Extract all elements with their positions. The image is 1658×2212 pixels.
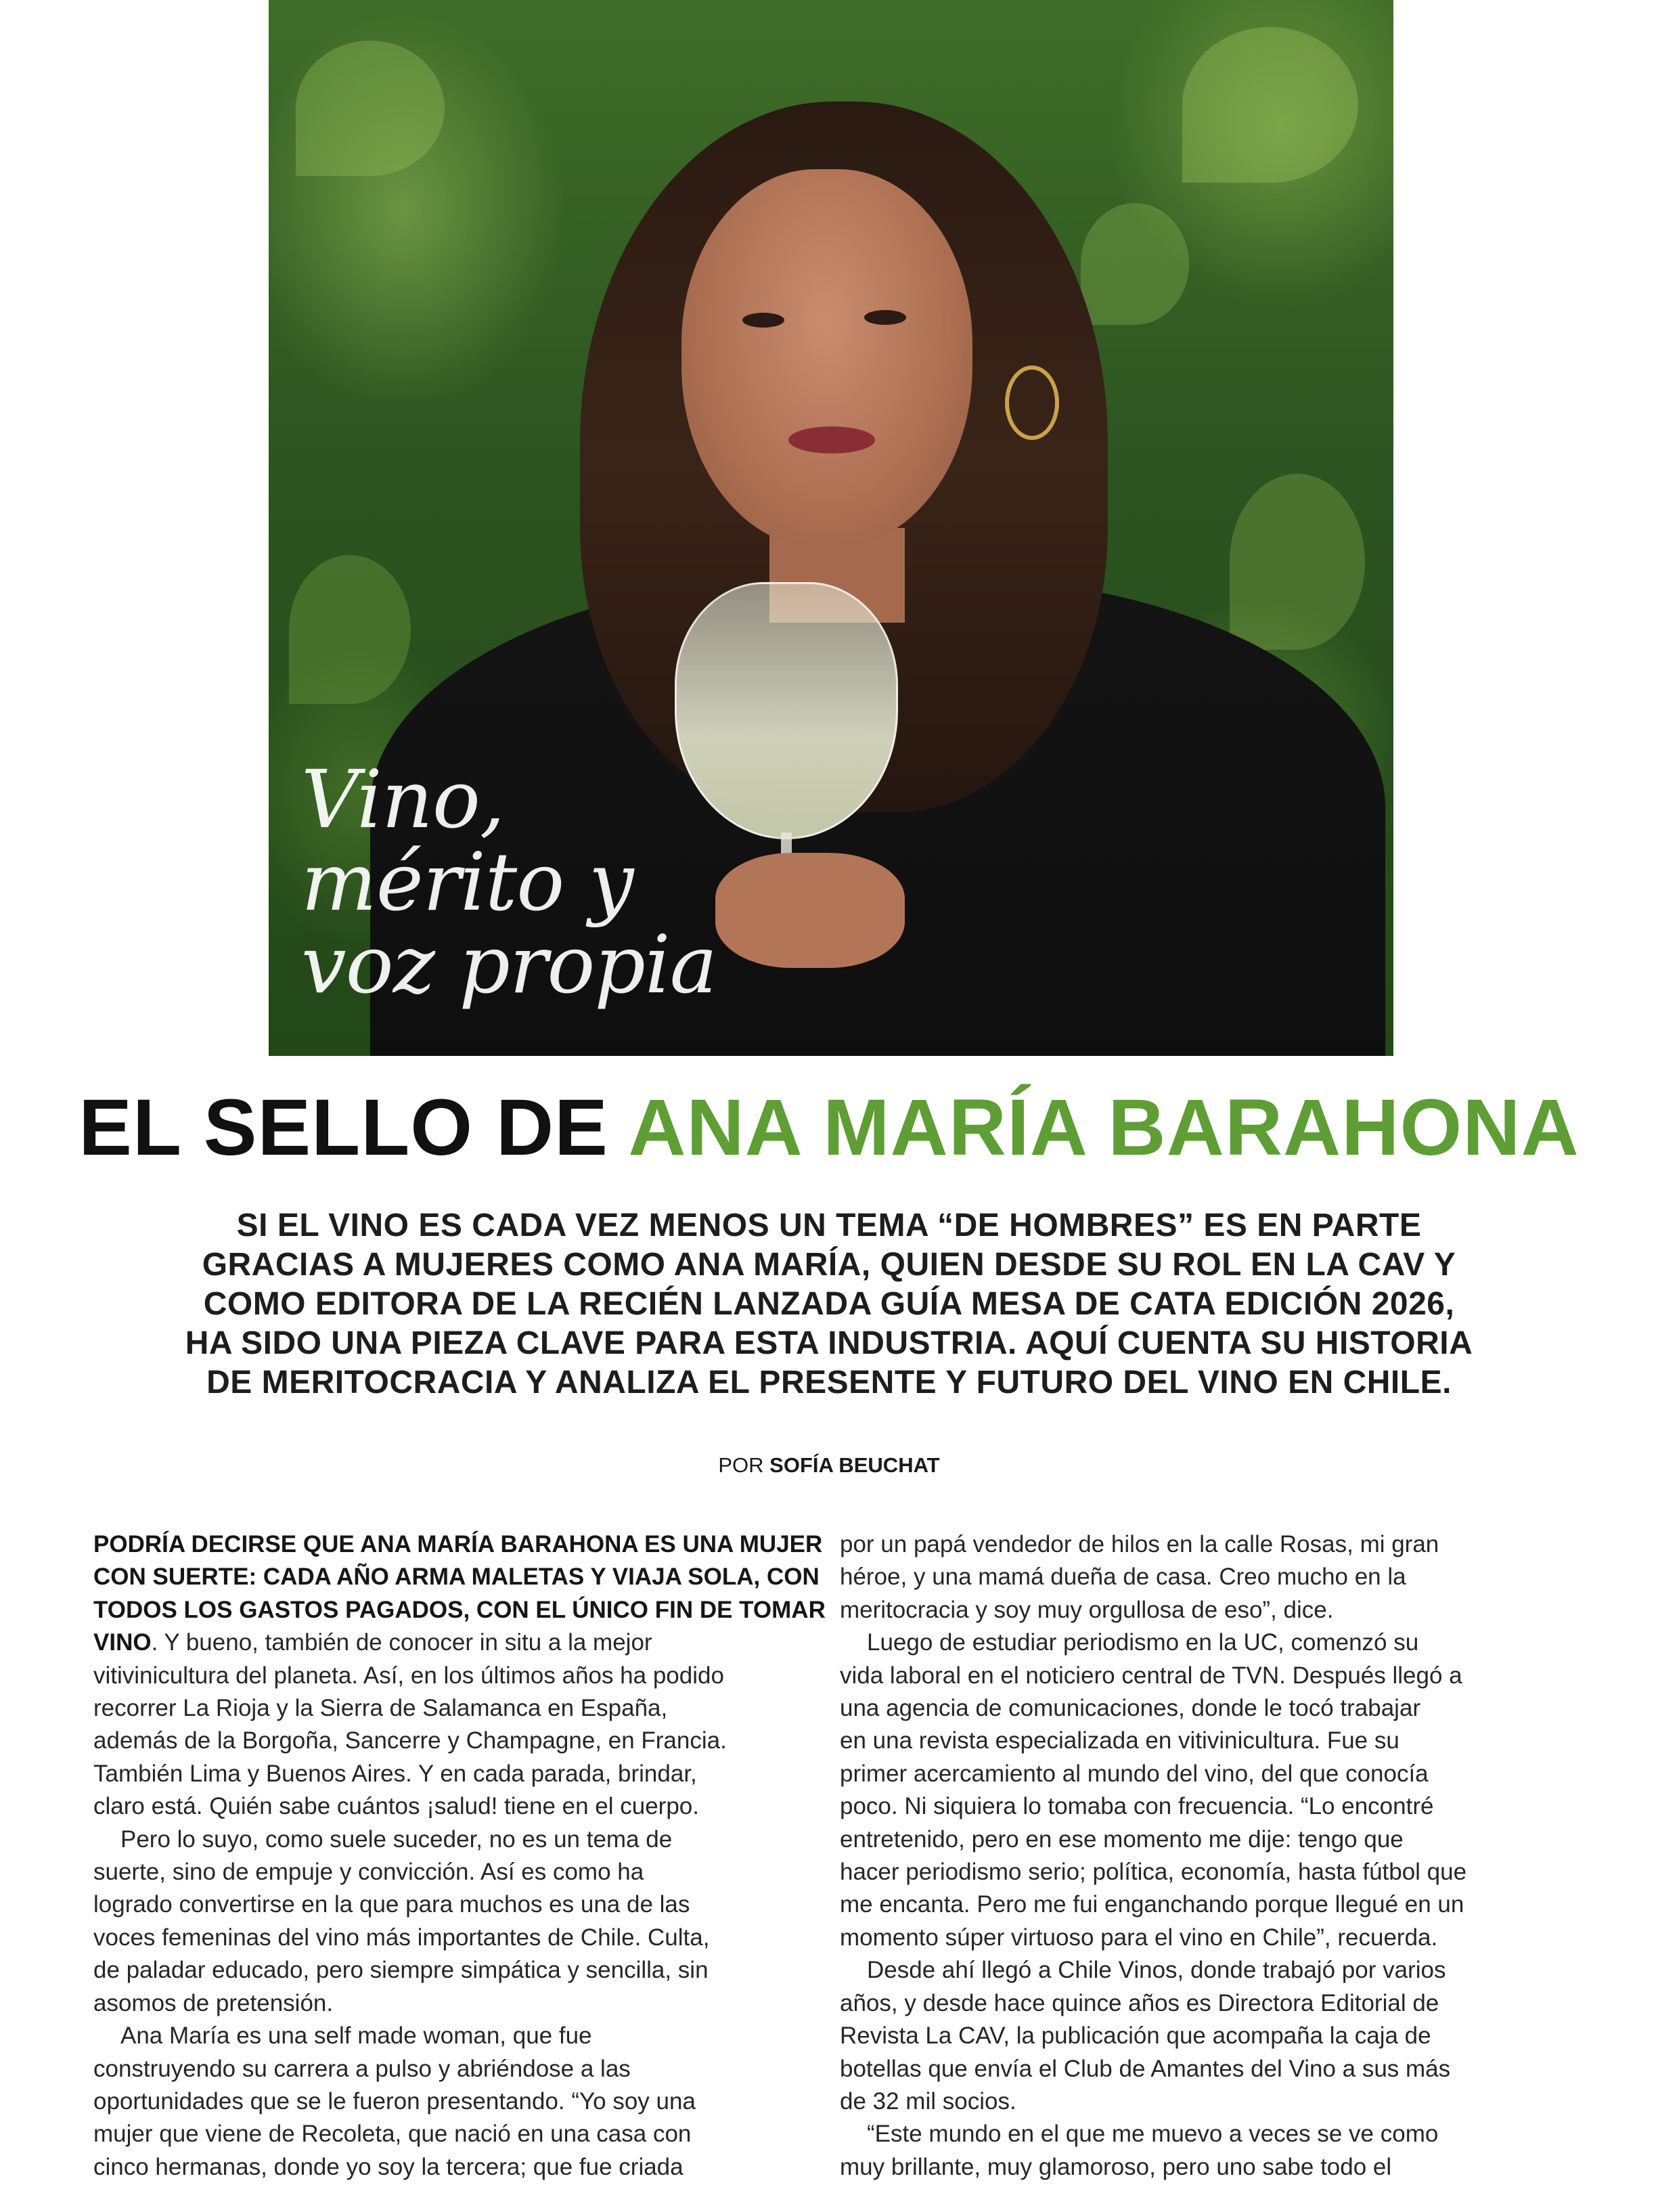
- body-line: por un papá vendedor de hilos en la calle Rosas, mi gran: [840, 1531, 1439, 1557]
- body-line: asomos de pretensión.: [93, 1989, 334, 2016]
- body-line: También Lima y Buenos Aires. Y en cada parada, brindar,: [93, 1760, 697, 1787]
- deck-line: GRACIAS A MUJERES COMO ANA MARÍA, QUIEN DESDE SU ROL EN LA CAV Y: [202, 1247, 1456, 1283]
- body-line: momento súper virtuoso para el vino en Chile”, recuerda.: [840, 1924, 1438, 1951]
- body-line: héroe, y una mamá dueña de casa. Creo mucho en la: [840, 1564, 1406, 1591]
- body-line: de 32 mil socios.: [840, 2087, 1016, 2115]
- hero-title-line: mérito y: [301, 835, 633, 929]
- body-line: claro está. Quién sabe cuántos ¡salud! tiene en el cuerpo.: [93, 1793, 699, 1820]
- deck-line: HA SIDO UNA PIEZA CLAVE PARA ESTA INDUSTRIA. AQUÍ CUENTA SU HISTORIA: [185, 1325, 1473, 1361]
- portrait-face: [681, 169, 972, 548]
- body-line: logrado convertirse en la que para muchos es una de las: [93, 1891, 690, 1918]
- foliage-highlight: [296, 41, 445, 176]
- foliage-highlight: [1182, 27, 1358, 183]
- headline-prefix: EL SELLO DE: [79, 1083, 629, 1172]
- body-line: una agencia de comunicaciones, donde le tocó trabajar: [840, 1695, 1421, 1722]
- body-line: años, y desde hace quince años es Directora Editorial de: [840, 1989, 1439, 2016]
- body-line: vitivinicultura del planeta. Así, en los últimos años ha podido: [93, 1662, 724, 1689]
- byline: [0, 1452, 1658, 1479]
- body-column-left: [93, 1528, 826, 2184]
- body-line: vida laboral en el noticiero central de TVN. Después llegó a: [840, 1662, 1462, 1689]
- body-line: Luego de estudiar periodismo en la UC, comenzó su: [867, 1629, 1419, 1656]
- body-line: oportunidades que se le fueron presentando. “Yo soy una: [93, 2087, 696, 2115]
- article-deck: [156, 1206, 1502, 1402]
- body-line: muy brillante, muy glamoroso, pero uno sabe todo el: [840, 2153, 1392, 2180]
- body-column-right: [840, 1528, 1557, 2184]
- body-line: en una revista especializada en vitivinicultura. Fue su: [840, 1727, 1399, 1754]
- foliage-highlight: [1081, 203, 1189, 325]
- deck-line: SI EL VINO ES CADA VEZ MENOS UN TEMA “DE HOMBRES” ES EN PARTE: [236, 1208, 1422, 1243]
- foliage-highlight: [1230, 474, 1365, 650]
- lead-caps-line: TODOS LOS GASTOS PAGADOS, CON EL ÚNICO FIN DE TOMAR: [93, 1596, 826, 1623]
- hoop-earring: [1005, 366, 1059, 440]
- portrait-eye-right: [864, 310, 906, 325]
- lead-caps-line: CON SUERTE: CADA AÑO ARMA MALETAS Y VIAJA SOLA, CON: [93, 1564, 820, 1591]
- article-headline: [0, 1080, 1658, 1175]
- body-line: primer acercamiento al mundo del vino, del que conocía: [840, 1760, 1429, 1787]
- body-line: entretenido, pero en ese momento me dije: tengo que: [840, 1826, 1404, 1853]
- body-line: me encanta. Pero me fui enganchando porque llegué en un: [840, 1891, 1464, 1918]
- body-line: suerte, sino de empuje y convicción. Así es como ha: [93, 1859, 644, 1886]
- lead-caps-word: VINO: [93, 1629, 152, 1656]
- portrait-lips: [788, 426, 875, 454]
- body-line: además de la Borgoña, Sancerre y Champagne, en Francia.: [93, 1727, 727, 1754]
- body-line: botellas que envía el Club de Amantes del Vino a sus más: [840, 2055, 1451, 2082]
- body-line: Revista La CAV, la publicación que acompaña la caja de: [840, 2022, 1431, 2050]
- lead-rest-text: . Y bueno, también de conocer in situ a la mejor: [151, 1629, 652, 1656]
- body-line: hacer periodismo serio; política, economía, hasta fútbol que: [840, 1859, 1467, 1886]
- lead-mixed-line: [93, 1627, 811, 1659]
- deck-line: COMO EDITORA DE LA RECIÉN LANZADA GUÍA MESA DE CATA EDICIÓN 2026,: [203, 1286, 1455, 1322]
- headline-name: ANA MARÍA BARAHONA: [628, 1083, 1579, 1172]
- byline-author: SOFÍA BEUCHAT: [769, 1453, 940, 1477]
- hero-title-line: voz propia: [301, 918, 717, 1011]
- lead-caps-line: PODRÍA DECIRSE QUE ANA MARÍA BARAHONA ES UNA MUJER: [93, 1531, 823, 1557]
- body-line: de paladar educado, pero siempre simpática y sencilla, sin: [93, 1957, 709, 1984]
- body-line: poco. Ni siquiera lo tomaba con frecuencia. “Lo encontré: [840, 1793, 1434, 1820]
- hero-title-line: Vino,: [301, 753, 505, 846]
- foliage-highlight: [289, 555, 411, 704]
- body-line: recorrer La Rioja y la Sierra de Salamanca en España,: [93, 1695, 668, 1722]
- hero-overlay-title: [301, 753, 717, 1011]
- body-line: cinco hermanas, donde yo soy la tercera; que fue criada: [93, 2153, 684, 2180]
- byline-prefix: POR: [718, 1453, 770, 1477]
- body-line: Ana María es una self made woman, que fue: [120, 2022, 592, 2050]
- body-line: meritocracia y soy muy orgullosa de eso”, dice.: [840, 1596, 1334, 1623]
- body-line: construyendo su carrera a pulso y abriéndose a las: [93, 2055, 631, 2082]
- hero-photo: [269, 0, 1393, 1056]
- body-line: mujer que viene de Recoleta, que nació en una casa con: [93, 2121, 692, 2148]
- body-line: Desde ahí llegó a Chile Vinos, donde trabajó por varios: [867, 1957, 1446, 1984]
- deck-line: DE MERITOCRACIA Y ANALIZA EL PRESENTE Y FUTURO DEL VINO EN CHILE.: [206, 1365, 1452, 1400]
- body-line: Pero lo suyo, como suele suceder, no es un tema de: [120, 1826, 673, 1853]
- body-line: “Este mundo en el que me muevo a veces se ve como: [867, 2121, 1439, 2148]
- body-line: voces femeninas del vino más importantes de Chile. Culta,: [93, 1924, 710, 1951]
- portrait-eye-left: [742, 313, 784, 328]
- portrait-hand: [715, 853, 905, 968]
